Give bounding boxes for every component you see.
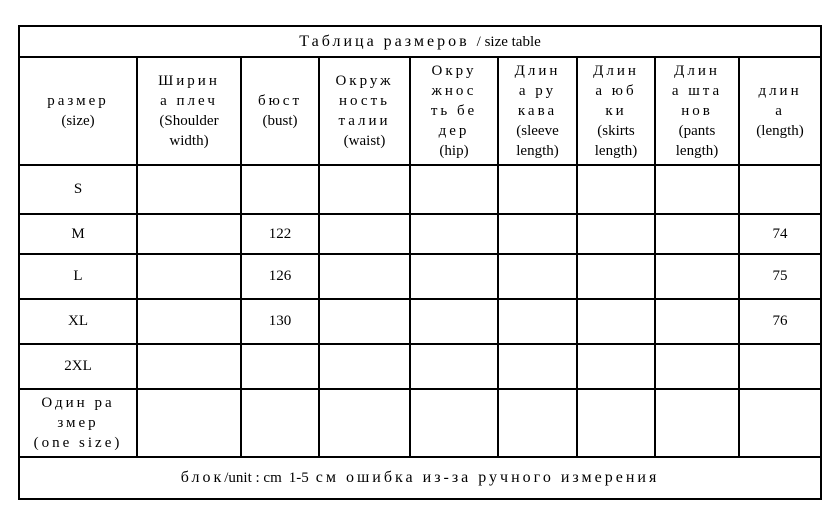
column-header-skirt-ru: Длин а юб ки (593, 63, 639, 119)
table-cell (241, 389, 319, 457)
column-header-sleeve-ru: Длин а ру кава (514, 63, 561, 119)
table-cell (498, 165, 577, 214)
table-footer (19, 457, 821, 499)
footer-row (19, 457, 821, 499)
table-row (19, 214, 821, 254)
table-cell (739, 389, 821, 457)
table-cell: 130 (241, 299, 319, 344)
table-cell (319, 165, 410, 214)
table-cell (410, 299, 498, 344)
size-name: L (19, 254, 137, 299)
size-chart (18, 25, 820, 495)
size-name: M (19, 214, 137, 254)
table-cell (655, 344, 739, 389)
table-cell: 122 (241, 214, 319, 254)
table-cell (137, 214, 241, 254)
footer-unit-ru: блок (180, 469, 225, 486)
table-cell (498, 389, 577, 457)
table-cell (577, 344, 655, 389)
table-cell: 75 (739, 254, 821, 299)
table-cell: 126 (241, 254, 319, 299)
column-header-size-ru: размер (47, 93, 109, 109)
table-cell (137, 165, 241, 214)
table-cell (319, 344, 410, 389)
table-row (19, 254, 821, 299)
size-name: Один ра змер (one size) (19, 389, 137, 457)
table-cell (137, 254, 241, 299)
table-cell (655, 254, 739, 299)
size-table (18, 25, 822, 500)
column-header-shoulder-ru: Ширин а плеч (158, 73, 220, 109)
table-cell (498, 344, 577, 389)
table-cell (241, 344, 319, 389)
table-row (19, 299, 821, 344)
table-cell (319, 389, 410, 457)
column-header-waist-ru: Окруж ность талии (335, 73, 394, 129)
table-row (19, 389, 821, 457)
column-header-length (739, 57, 821, 165)
table-cell (498, 214, 577, 254)
table-row (19, 165, 821, 214)
column-header-length-en: (length) (756, 123, 804, 139)
table-cell (319, 254, 410, 299)
column-header-bust-ru: бюст (257, 93, 303, 109)
table-cell: 76 (739, 299, 821, 344)
footer-unit-en: /unit : cm (224, 470, 282, 486)
table-cell (739, 344, 821, 389)
table-cell (410, 165, 498, 214)
table-row (19, 344, 821, 389)
table-cell (498, 299, 577, 344)
table-cell (137, 389, 241, 457)
table-cell (577, 165, 655, 214)
table-cell (739, 165, 821, 214)
column-header-pants-ru: Длин а шта нов (671, 63, 723, 119)
table-cell (498, 254, 577, 299)
table-cell (655, 299, 739, 344)
table-cell (577, 299, 655, 344)
table-cell (655, 165, 739, 214)
size-name: 2XL (19, 344, 137, 389)
table-cell (319, 299, 410, 344)
table-title-ru: Таблица размеров (299, 32, 470, 50)
column-header-length-ru: длин а (758, 83, 802, 119)
footer-note: см ошибка из-за ручного измерения (315, 469, 660, 486)
column-header-pants (655, 57, 739, 165)
table-cell (410, 214, 498, 254)
table-cell (410, 254, 498, 299)
column-header-hip (410, 57, 498, 165)
column-header-size-en: (size) (61, 113, 95, 129)
column-header-sleeve-en: (sleeve length) (516, 123, 559, 159)
table-cell (410, 389, 498, 457)
title-row (19, 26, 821, 57)
table-cell (577, 254, 655, 299)
column-header-skirt (577, 57, 655, 165)
table-cell (241, 165, 319, 214)
header-row (19, 57, 821, 165)
column-header-hip-en: (hip) (439, 143, 469, 159)
column-header-bust-en: (bust) (262, 113, 298, 129)
column-header-size (19, 57, 137, 165)
column-header-shoulder (137, 57, 241, 165)
table-cell (410, 344, 498, 389)
column-header-sleeve (498, 57, 577, 165)
table-cell: 74 (739, 214, 821, 254)
column-header-bust (241, 57, 319, 165)
size-name: XL (19, 299, 137, 344)
column-header-skirt-en: (skirts length) (594, 123, 638, 159)
table-title (19, 26, 821, 57)
column-header-pants-en: (pants length) (675, 123, 719, 159)
table-cell (577, 214, 655, 254)
size-name: S (19, 165, 137, 214)
table-cell (137, 344, 241, 389)
column-header-hip-ru: Окру жнос ть бе дер (430, 63, 478, 139)
column-header-waist-en: (waist) (343, 133, 386, 149)
table-cell (655, 389, 739, 457)
column-header-shoulder-en: (Shoulder width) (159, 113, 219, 149)
column-header-waist (319, 57, 410, 165)
table-title-en: / size table (476, 33, 541, 50)
footer-error-range: 1-5 (288, 470, 309, 486)
table-cell (137, 299, 241, 344)
table-cell (577, 389, 655, 457)
table-cell (319, 214, 410, 254)
table-cell (655, 214, 739, 254)
